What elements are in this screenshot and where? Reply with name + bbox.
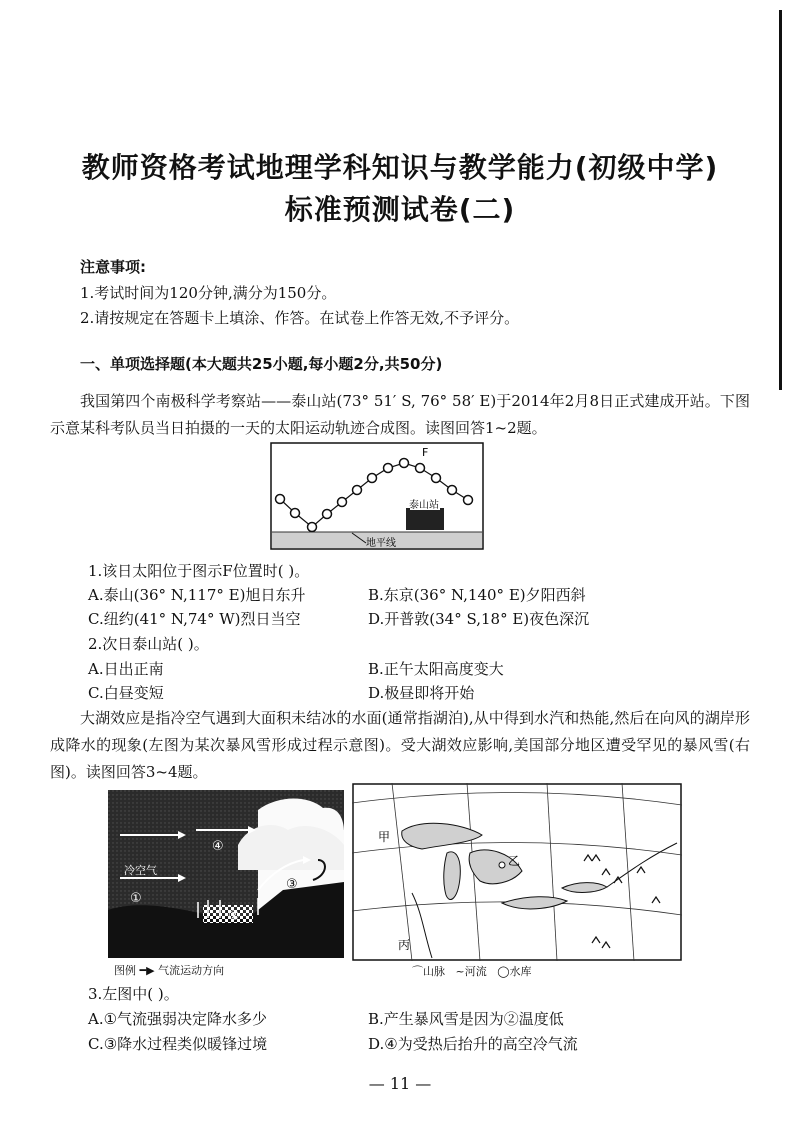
notice-item-2: 2.请按规定在答题卡上填涂、作答。在试卷上作答无效,不予评分。: [80, 309, 520, 327]
notice-item-1: 1.考试时间为120分钟,满分为150分。: [80, 284, 337, 302]
question-3-option-b: B.产生暴风雪是因为②温度低: [368, 1010, 564, 1028]
passage-1: 我国第四个南极科学考察站——泰山站(73° 51′ S, 76° 58′ E)于2014年2月8日正式建成开站。下图示意某科考队员当日拍摄的一天的太阳运动轨迹合成图。读图回答1~2题。: [50, 392, 750, 437]
label-cold-air: 冷空气: [124, 864, 157, 877]
label-horizon: 地平线: [366, 538, 396, 549]
label-4: ④: [212, 839, 224, 854]
map-legend: [412, 963, 532, 979]
great-lakes-map: [352, 783, 682, 961]
question-1-stem: 1.该日太阳位于图示F位置时( )。: [88, 562, 310, 580]
question-3-option-c: C.③降水过程类似暖锋过境: [88, 1035, 268, 1053]
reservoir-legend-icon: ◯: [497, 965, 510, 978]
question-1-option-b: B.东京(36° N,140° E)夕阳西斜: [368, 586, 586, 604]
passage-2: 大湖效应是指冷空气遇到大面积未结冰的水面(通常指湖泊),从中得到水汽和热能,然后在向风的湖岸形成降水的现象(左图为某次暴风雪形成过程示意图)。受大湖效应影响,美国部分地区遭受罕见的暴风雪(右图)。读图回答3~4题。: [50, 709, 750, 781]
label-bing: 丙: [398, 938, 411, 952]
legend-reservoir: 水库: [509, 965, 532, 978]
station-building-icon: [406, 508, 444, 530]
question-2-stem: 2.次日泰山站( )。: [88, 635, 209, 653]
legend-river: 河流: [464, 965, 487, 978]
figure-2-caption: 图例 ━▶ 气流运动方向: [114, 964, 225, 977]
section-heading: 一、单项选择题(本大题共25小题,每小题2分,共50分): [80, 355, 443, 373]
question-2-option-b: B.正午太阳高度变大: [368, 660, 504, 678]
exam-subtitle: 标准预测试卷(二): [284, 193, 516, 226]
label-station: 泰山站: [409, 500, 439, 511]
question-3-stem: 3.左图中( )。: [88, 985, 179, 1003]
label-1: ①: [130, 891, 142, 906]
notice-heading: 注意事项:: [80, 258, 146, 276]
question-3-option-a: A.①气流强弱决定降水多少: [88, 1010, 268, 1028]
question-1-option-d: D.开普敦(34° S,18° E)夜色深沉: [368, 610, 590, 628]
question-3-option-d: D.④为受热后抬升的高空冷气流: [368, 1035, 578, 1053]
mountain-legend-icon: ⌒: [412, 965, 423, 978]
question-2-option-a: A.日出正南: [88, 660, 164, 678]
sun-path-figure: [270, 442, 484, 550]
exam-title: 教师资格考试地理学科知识与教学能力(初级中学): [81, 151, 719, 184]
question-2-option-c: C.白昼变短: [88, 684, 164, 702]
question-2-option-d: D.极昼即将开始: [368, 684, 475, 702]
question-1-option-c: C.纽约(41° N,74° W)烈日当空: [88, 610, 301, 628]
label-2: ②: [228, 909, 240, 924]
label-f: F: [422, 446, 429, 459]
question-1-option-a: A.泰山(36° N,117° E)旭日东升: [88, 586, 306, 604]
label-3: ③: [286, 877, 298, 892]
label-yi: 乙: [508, 854, 521, 868]
page-number: — 11 —: [368, 1074, 432, 1093]
label-jia: 甲: [378, 830, 391, 844]
lake-effect-figure: [108, 790, 344, 958]
legend-mountain: 山脉: [423, 965, 445, 978]
river-legend-icon: ~: [455, 965, 465, 978]
